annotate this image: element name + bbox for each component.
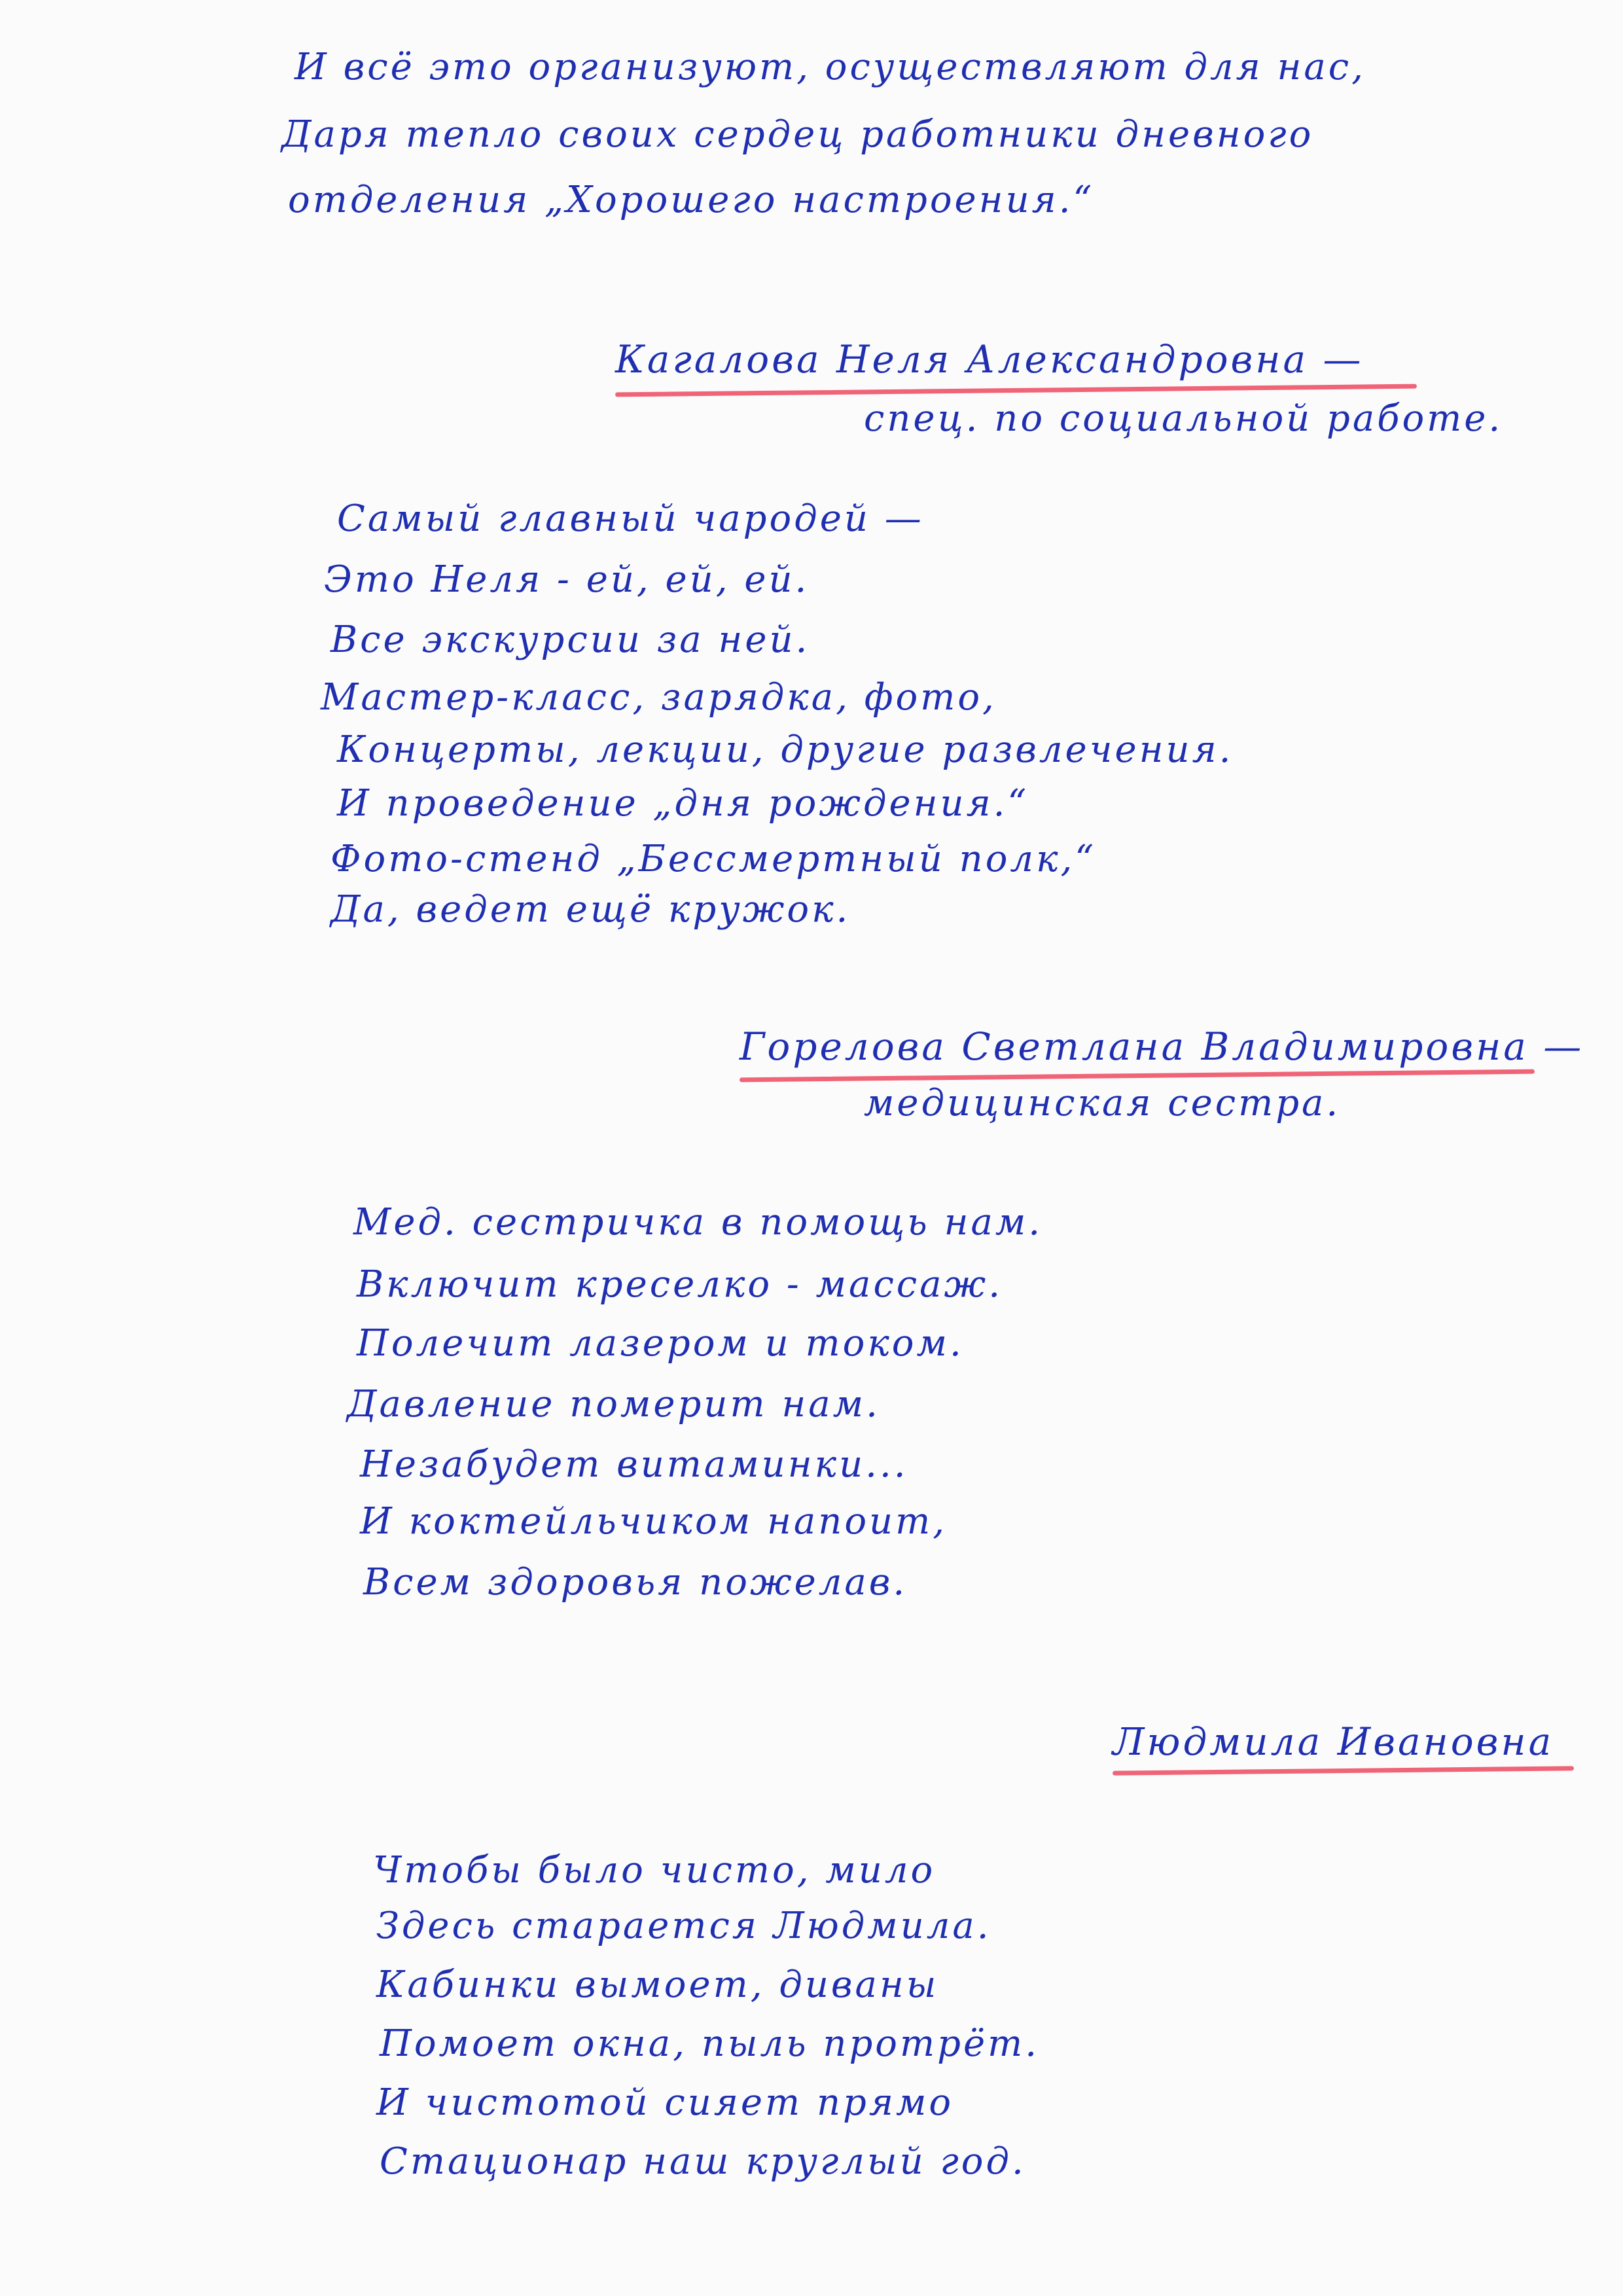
name-underline — [1113, 1766, 1574, 1775]
intro-line: отделения „Хорошего настроения.“ — [288, 179, 1095, 221]
poem-line: Давление померит нам. — [347, 1383, 880, 1426]
staff-role: медицинская сестра. — [864, 1082, 1341, 1124]
poem-line: Включит креселко - массаж. — [357, 1263, 1003, 1306]
poem-line: Концерты, лекции, другие развлечения. — [337, 728, 1234, 771]
poem-line: Все экскурсии за ней. — [330, 619, 810, 661]
poem-line: Кабинки вымоет, диваны — [376, 1964, 939, 2006]
name-underline — [615, 384, 1417, 397]
staff-name: Горелова Светлана Владимировна — — [740, 1024, 1584, 1069]
poem-line: Здесь старается Людмила. — [376, 1905, 991, 1947]
staff-role: спец. по социальной работе. — [864, 397, 1503, 440]
staff-name: Людмила Ивановна — [1113, 1719, 1554, 1764]
poem-line: Мастер-класс, зарядка, фото, — [321, 676, 997, 719]
poem-line: И чистотой сияет прямо — [376, 2081, 954, 2124]
poem-line: Фото-стенд „Бессмертный полк,“ — [330, 838, 1096, 880]
name-underline — [740, 1069, 1535, 1083]
poem-line: Самый главный чародей — — [337, 497, 924, 540]
staff-name: Кагалова Неля Александровна — — [615, 337, 1364, 382]
poem-line: И коктейльчиком напоит, — [360, 1500, 947, 1543]
poem-line: Чтобы было чисто, мило — [373, 1849, 936, 1892]
poem-line: Всем здоровья пожелав. — [363, 1561, 908, 1604]
poem-line: Мед. сестричка в помощь нам. — [353, 1201, 1043, 1244]
poem-line: Полечит лазером и током. — [357, 1322, 964, 1365]
poem-line: Незабудет витаминки... — [360, 1443, 908, 1486]
intro-line: И всё это организуют, осуществляют для нас, — [294, 46, 1366, 88]
poem-line: Это Неля - ей, ей, ей. — [324, 558, 810, 601]
intro-line: Даря тепло своих сердец работники дневного — [281, 113, 1314, 156]
poem-line: Да, ведет ещё кружок. — [330, 888, 851, 931]
poem-line: Помоет окна, пыль протрёт. — [380, 2022, 1040, 2065]
poem-line: И проведение „дня рождения.“ — [337, 782, 1029, 825]
poem-line: Стационар наш круглый год. — [380, 2140, 1026, 2183]
